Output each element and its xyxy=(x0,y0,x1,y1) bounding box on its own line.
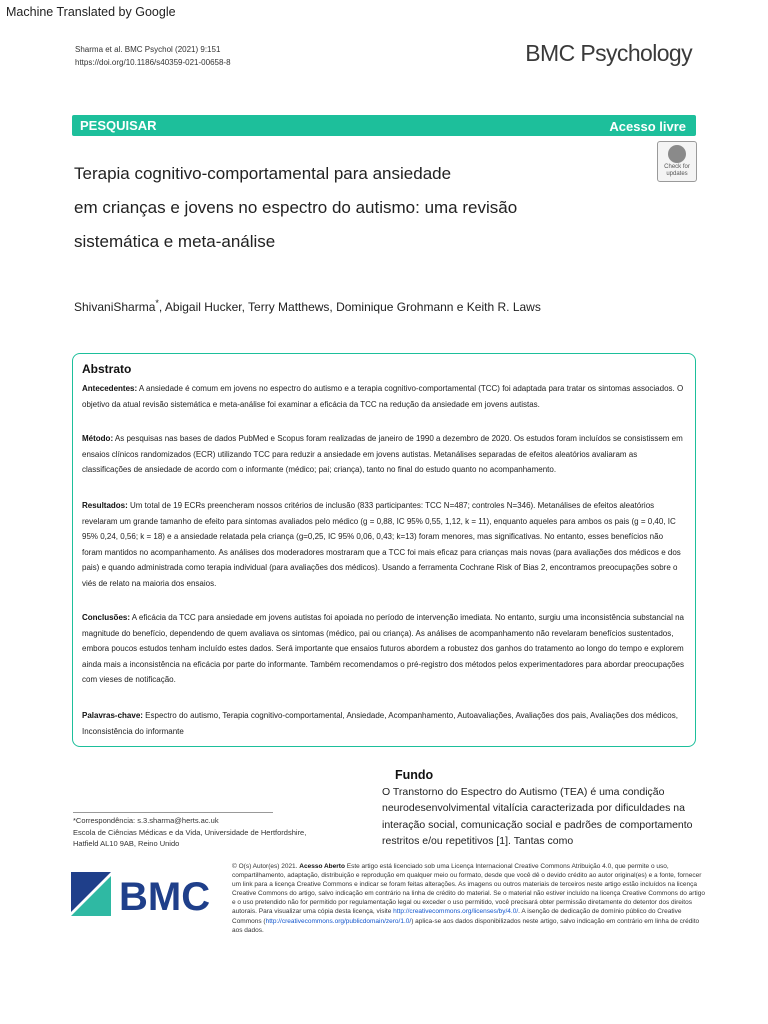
license-text xyxy=(232,862,708,935)
section-text: A eficácia da TCC para ansiedade em jovens autistas foi apoiada no período de intervenção imediata. No entanto, surgiu uma inconsistência substancial na magnitude do benefício, dependendo de quem avaliava os sintomas (médico, pai ou criança). As análises de acompanhamento não revelaram benefícios sustentados, embora poucos estudos tenham incluído estes dados. Será importante que ensaios futuros abordem a robustez dos ganhos do tratamento ao longo do tempo e explorem ainda mais a inconsistência na eficácia por parte do informante. Também recomendamos o pré-registro dos métodos pelos experimentadores para abordar preocupações com vieses de notificação. xyxy=(82,613,684,685)
section-text: As pesquisas nas bases de dados PubMed e Scopus foram realizadas de janeiro de 1990 a dezembro de 2020. Os estudos foram incluídos se consistissem em ensaios clínicos randomizados (ECR) utilizando TCC para reduzir a ansiedade em jovens autistas. Metanálises separadas de efeitos aleatórios avaliaram as classificações de ansiedade de acordo com o informante (médico; pai; criança), tanto no final do estudo quanto no acompanhamento. xyxy=(82,434,683,475)
other-authors: , Abigail Hucker, Terry Matthews, Dominique Grohmann e Keith R. Laws xyxy=(158,300,541,314)
title-line: Terapia cognitivo-comportamental para ansiedade xyxy=(74,164,452,183)
title-line: sistemática e meta-análise xyxy=(74,232,276,251)
corresponding-mark: * xyxy=(155,298,159,308)
abstract-conclusions xyxy=(82,610,684,688)
background-heading: Fundo xyxy=(395,768,434,782)
citation xyxy=(75,43,231,69)
doi-link[interactable]: https://doi.org/10.1186/s40359-021-00658-8 xyxy=(75,58,231,67)
abstract-box xyxy=(72,353,696,747)
abstract-heading: Abstrato xyxy=(82,362,132,376)
section-text: Um total de 19 ECRs preencheram nossos critérios de inclusão (833 participantes: TCC N=487; controles N=346). Metanálises de efeitos aleatórios revelaram um grande tamanho de efeito para sintomas avaliados pelo médico (g = 0,88, IC 95% 0,55, 1,12, k = 11), enquanto aqueles para ambos os pais (g = 0,40, IC 95% 0,24, 0,56; k = 18) e a ansiedade relatada pela criança (g=0,25, IC 95% 0,06, 0,43; k=13) foram menores, mas significativas. No entanto, esses benefícios não foram mantidos no acompanhamento. As análises dos moderadores mostraram que a TCC foi mais eficaz para crianças mais novas (para avaliações dos médicos e dos pais) e quando administrada como terapia individual (para avaliações dos médicos). Usando a ferramenta Cochrane Risk of Bias 2, encontramos preocupações sobre o viés de relato na maioria dos ensaios. xyxy=(82,501,681,588)
citation-line: Sharma et al. BMC Psychol (2021) 9:151 xyxy=(75,45,221,54)
abstract-keywords xyxy=(82,708,684,739)
first-author[interactable]: ShivaniSharma xyxy=(74,300,156,314)
open-access-label: Acesso livre xyxy=(609,119,686,134)
section-label: Conclusões: xyxy=(82,613,131,622)
section-label: Método: xyxy=(82,434,114,443)
footnote-divider xyxy=(73,812,273,813)
public-domain-link[interactable]: http://creativecommons.org/publicdomain/zero/1.0/ xyxy=(265,917,412,925)
abstract-background xyxy=(82,381,684,412)
translation-banner: Machine Translated by Google xyxy=(6,5,176,19)
author-list xyxy=(74,298,541,314)
journal-name: BMC Psychology xyxy=(525,40,692,66)
bmc-logo xyxy=(71,872,217,916)
license-end: ) aplica-se aos dados disponibilizados neste artigo, salvo indicação em contrário em linha de crédito aos dados. xyxy=(232,917,700,934)
section-label: Antecedentes: xyxy=(82,384,138,393)
article-type: PESQUISAR xyxy=(80,118,157,133)
license-mid: . A isenção de dedicação de domínio público do Creative Commons ( xyxy=(232,908,682,925)
bmc-logo-mark xyxy=(71,872,217,916)
license-body: Este artigo está licenciado sob uma Licença Internacional Creative Commons Atribuição 4.0, que permite o uso, compartilhamento, adaptação, distribuição e reprodução em qualquer meio ou formato, desde que você dê o devido crédito ao autor original(es) e a fonte, fornecer um link para a licença Creative Commons e indicar se foram feitas alterações. As imagens ou outros materiais de terceiros neste artigo estão incluídos na licença Creative Commons do artigo, salvo indicação em contrário na linha de crédito do material. Se o material não estiver incluído na licença Creative Commons do artigo e o uso pretendido não for permitido por regulamentação legal ou exceder o uso permitido, você precisará obter permissão diretamente do detentor dos direitos autorais. Para visualizar uma cópia desta licença, visite xyxy=(232,863,705,916)
check-updates-line: Check for xyxy=(664,164,690,170)
section-text: A ansiedade é comum em jovens no espectro do autismo e a terapia cognitivo-comportamental (TCC) foi adaptada para tratar os sintomas associados. O objetivo da atual revisão sistemática e meta-análise foi examinar a eficácia da TCC na redução da ansiedade em jovens autistas. xyxy=(82,384,684,409)
abstract-methods xyxy=(82,431,684,478)
affiliation-line: Hatfield AL10 9AB, Reino Unido xyxy=(73,839,180,848)
copyright: © O(s) Autor(es) 2021. xyxy=(232,863,300,870)
license-link[interactable]: http://creativecommons.org/licenses/by/4.0/ xyxy=(393,908,519,916)
open-access-bold: Acesso Aberto xyxy=(299,863,345,870)
abstract-results xyxy=(82,498,684,592)
section-text: Espectro do autismo, Terapia cognitivo-comportamental, Ansiedade, Acompanhamento, Autoavaliações, Avaliações dos pais, Avaliações dos médicos, Inconsistência do informante xyxy=(82,711,678,736)
title-line: em crianças e jovens no espectro do autismo: uma revisão xyxy=(74,198,518,217)
article-type-bar xyxy=(72,115,696,136)
section-label: Palavras-chave: xyxy=(82,711,143,720)
check-for-updates-button[interactable] xyxy=(657,141,697,182)
article-title xyxy=(74,161,654,263)
correspondence-email[interactable]: *Correspondência: s.3.sharma@herts.ac.uk xyxy=(73,816,219,825)
affiliation-line: Escola de Ciências Médicas e da Vida, Universidade de Hertfordshire, xyxy=(73,827,307,837)
background-text: O Transtorno do Espectro do Autismo (TEA) é uma condição neurodesenvolvimental vitalícia caracterizada por dificuldades na interação social, comunicação social e padrões de comportamento restritos e/ou repetitivos [1]. Tantas como xyxy=(382,786,693,848)
update-icon xyxy=(668,145,686,163)
bmc-logo-text: BMC xyxy=(119,875,211,916)
check-updates-line: updates xyxy=(666,171,688,177)
section-label: Resultados: xyxy=(82,501,128,510)
correspondence-footnote xyxy=(73,815,306,850)
